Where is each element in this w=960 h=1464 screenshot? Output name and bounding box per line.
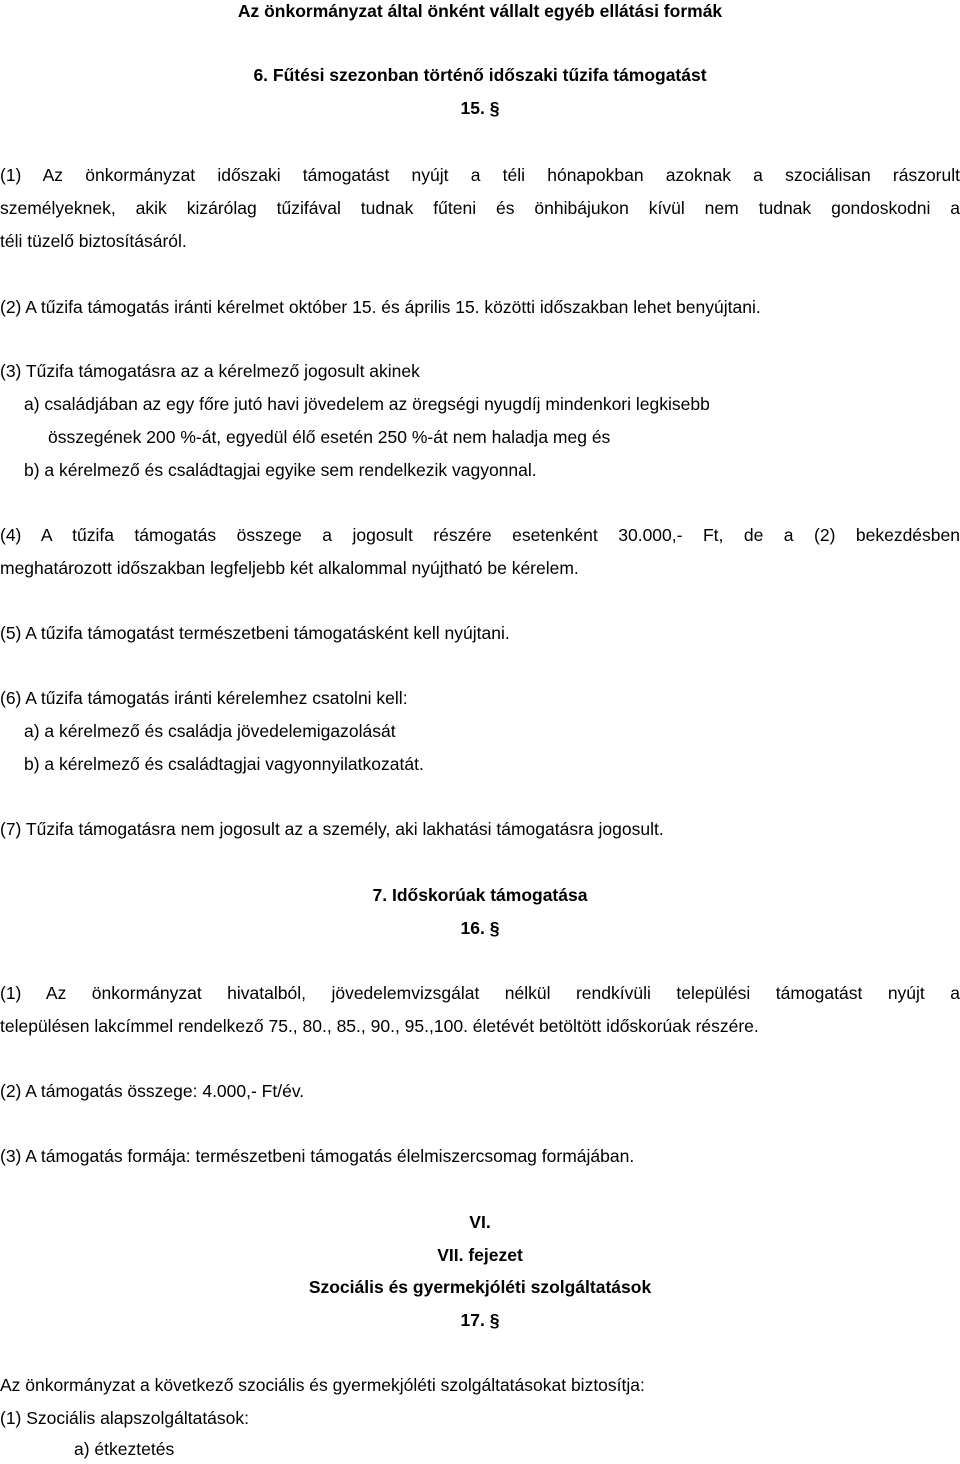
document-title: Az önkormányzat által önként vállalt egyéb ellátási formák — [237, 1, 723, 21]
section-7-heading: 7. Időskorúak támogatása — [372, 885, 588, 905]
chapter-vi-label: VI. — [469, 1212, 491, 1232]
s16-p3: (3) A támogatás formája: természetbeni támogatás élelmiszercsomag formájában. — [0, 1146, 635, 1166]
s15-p5: (5) A tűzifa támogatást természetbeni támogatásként kell nyújtani. — [0, 623, 510, 643]
paragraph-16-number: 16. § — [460, 918, 500, 938]
s15-p6: (6) A tűzifa támogatás iránti kérelemhez csatolni kell: — [0, 688, 408, 708]
s15-p4-line2: meghatározott időszakban legfeljebb két alkalommal nyújtható be kérelem. — [0, 558, 579, 578]
s15-p1-line1: (1) Az önkormányzat időszaki támogatást nyújt a téli hónapokban azoknak a szociálisan rászorult — [0, 165, 960, 185]
s15-p3-a-line1: a) családjában az egy főre jutó havi jövedelem az öregségi nyugdíj mindenkori legkisebb — [24, 394, 710, 414]
s16-p2: (2) A támogatás összege: 4.000,- Ft/év. — [0, 1081, 305, 1101]
s15-p3-b: b) a kérelmező és családtagjai egyike sem rendelkezik vagyonnal. — [24, 460, 537, 480]
paragraph-17-number: 17. § — [460, 1310, 500, 1330]
s15-p1-line3: téli tüzelő biztosításáról. — [0, 231, 187, 251]
s15-p3: (3) Tűzifa támogatásra az a kérelmező jogosult akinek — [0, 361, 420, 381]
s15-p6-a: a) a kérelmező és családja jövedelemigazolását — [24, 721, 396, 741]
chapter-title: Szociális és gyermekjóléti szolgáltatások — [308, 1277, 652, 1297]
s16-p1-line1: (1) Az önkormányzat hivatalból, jövedelemvizsgálat nélkül rendkívüli települési támogatást nyújt a — [0, 983, 960, 1003]
s15-p6-b: b) a kérelmező és családtagjai vagyonnyilatkozatát. — [24, 754, 424, 774]
s15-p1-line2: személyeknek, akik kizárólag tűzifával tudnak fűteni és önhibájukon kívül nem tudnak gondoskodni a — [0, 198, 960, 218]
s17-item1-a: a) étkeztetés — [74, 1439, 175, 1459]
paragraph-15-number: 15. § — [460, 98, 500, 118]
s16-p1-line2: településen lakcímmel rendelkező 75., 80., 85., 90., 95.,100. életévét betöltött időskorúak részére. — [0, 1016, 759, 1036]
chapter-vii-label: VII. fejezet — [437, 1245, 523, 1265]
section-6-heading: 6. Fűtési szezonban történő időszaki tűzifa támogatást — [253, 65, 707, 85]
s17-intro: Az önkormányzat a következő szociális és gyermekjóléti szolgáltatásokat biztosítja: — [0, 1375, 645, 1395]
s15-p3-a-line2: összegének 200 %-át, egyedül élő esetén 250 %-át nem haladja meg és — [48, 427, 611, 447]
s15-p7: (7) Tűzifa támogatásra nem jogosult az a személy, aki lakhatási támogatásra jogosult. — [0, 819, 664, 839]
s17-item1: (1) Szociális alapszolgáltatások: — [0, 1408, 250, 1428]
s15-p2: (2) A tűzifa támogatás iránti kérelmet október 15. és április 15. közötti időszakban lehet benyújtani. — [0, 297, 761, 317]
s15-p4-line1: (4) A tűzifa támogatás összege a jogosult részére esetenként 30.000,- Ft, de a (2) bekezdésben — [0, 525, 960, 545]
